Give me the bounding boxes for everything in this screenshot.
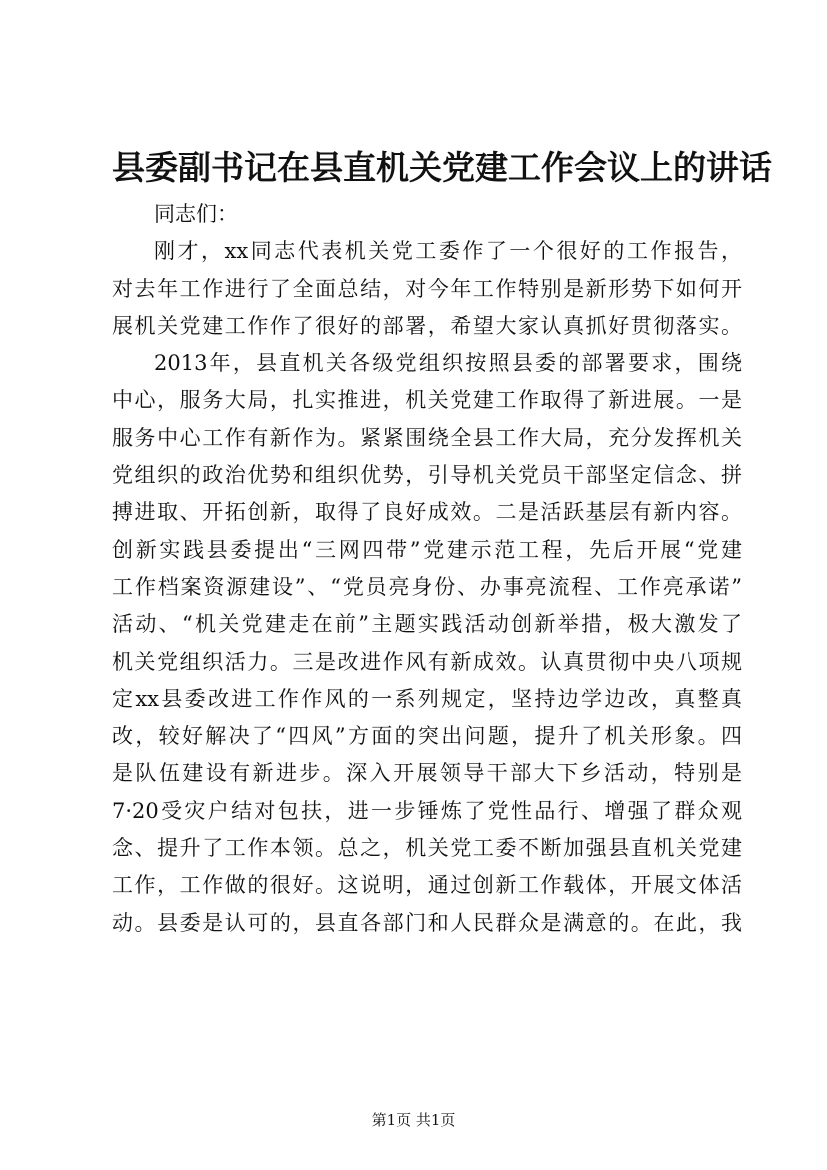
body-line: 刚才，xx同志代表机关党工委作了一个很好的工作报告， bbox=[154, 239, 742, 264]
document-body bbox=[112, 196, 742, 942]
body-line: 念、提升了工作本领。总之，机关党工委不断加强县直机关党建 bbox=[112, 836, 742, 861]
body-line: 改，较好解决了“四风”方面的突出问题，提升了机关形象。四 bbox=[112, 724, 742, 749]
body-line: 2013年，县直机关各级党组织按照县委的部署要求，围绕 bbox=[154, 351, 742, 376]
body-line: 工作，工作做的很好。这说明，通过创新工作载体，开展文体活 bbox=[112, 873, 742, 898]
body-line: 动。县委是认可的，县直各部门和人民群众是满意的。在此，我 bbox=[112, 910, 742, 935]
salutation-line: 同志们： bbox=[154, 202, 238, 226]
body-line: 中心，服务大局，扎实推进，机关党建工作取得了新进展。一是 bbox=[112, 388, 742, 413]
body-line: 定xx县委改进工作作风的一系列规定，坚持边学边改，真整真 bbox=[112, 686, 742, 711]
body-line: 是队伍建设有新进步。深入开展领导干部大下乡活动，特别是 bbox=[112, 761, 742, 786]
body-line: 展机关党建工作作了很好的部署，希望大家认真抓好贯彻落实。 bbox=[112, 313, 742, 338]
body-line: 对去年工作进行了全面总结，对今年工作特别是新形势下如何开 bbox=[112, 276, 742, 301]
body-line: 7·20受灾户结对包扶，进一步锤炼了党性品行、增强了群众观 bbox=[112, 798, 742, 823]
body-line: 机关党组织活力。三是改进作风有新成效。认真贯彻中央八项规 bbox=[112, 649, 742, 674]
body-line: 搏进取、开拓创新，取得了良好成效。二是活跃基层有新内容。 bbox=[112, 500, 742, 525]
body-line: 创新实践县委提出“三网四带”党建示范工程，先后开展“党建 bbox=[112, 537, 742, 562]
body-line: 活动、“机关党建走在前”主题实践活动创新举措，极大激发了 bbox=[112, 612, 742, 637]
document-title: 县委副书记在县直机关党建工作会议上的讲话 bbox=[112, 148, 772, 187]
body-line: 服务中心工作有新作为。紧紧围绕全县工作大局，充分发挥机关 bbox=[112, 425, 742, 450]
body-line: 党组织的政治优势和组织优势，引导机关党员干部坚定信念、拼 bbox=[112, 463, 742, 488]
page-number-footer: 第1页 共1页 bbox=[371, 1111, 456, 1129]
body-line: 工作档案资源建设”、“党员亮身份、办事亮流程、工作亮承诺” bbox=[112, 574, 742, 599]
